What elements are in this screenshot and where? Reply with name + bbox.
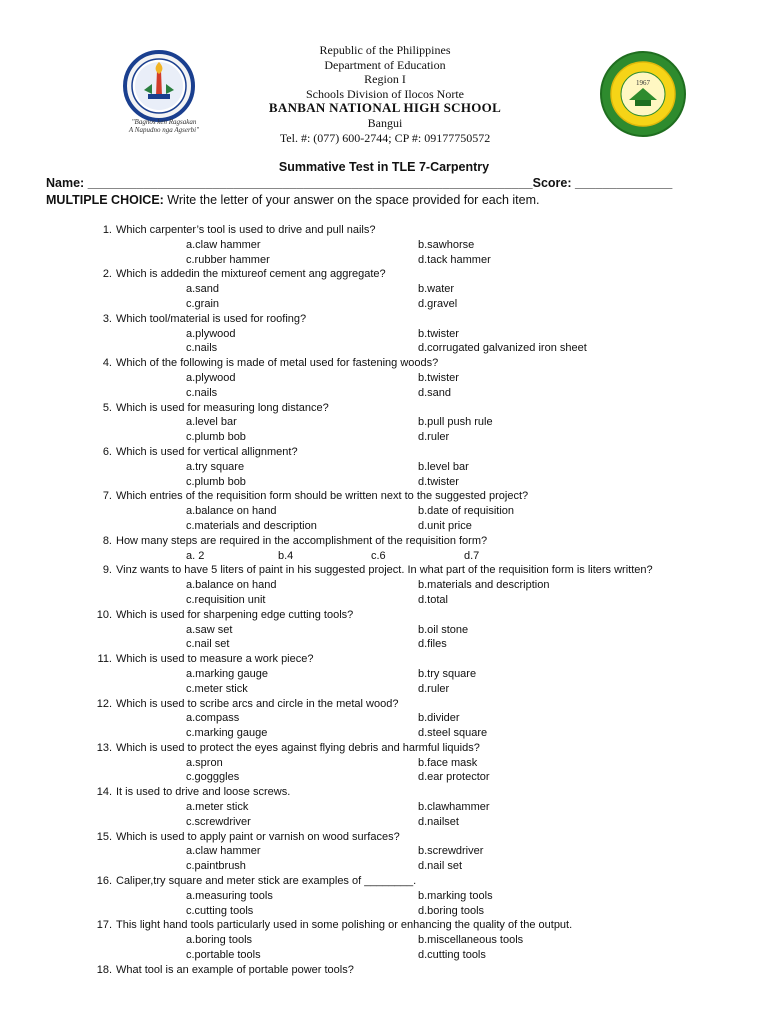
question-stem	[0, 741, 768, 756]
choice-b: b.date of requisition	[418, 505, 515, 518]
question-item	[0, 741, 768, 785]
choice-d: d.ear protector	[418, 771, 490, 784]
question-number: 7.	[102, 490, 112, 503]
choice-b: b.twister	[418, 371, 459, 384]
choice-row	[0, 282, 768, 297]
question-item	[0, 785, 768, 829]
question-item	[0, 534, 768, 564]
choice-b: b.materials and description	[418, 579, 550, 592]
choice-a: a.sand	[186, 283, 220, 296]
question-item	[0, 267, 768, 311]
question-text: How many steps are required in the accomplishment of the requisition form?	[116, 534, 488, 547]
choice-row	[0, 415, 768, 430]
question-text: Which is used to apply paint or varnish on wood surfaces?	[116, 830, 400, 843]
header-division: Schools Division of Ilocos Norte	[306, 86, 464, 101]
choice-row	[0, 578, 768, 593]
question-stem	[0, 401, 768, 416]
choice-row	[0, 371, 768, 386]
choice-c: c.cutting tools	[186, 904, 254, 917]
question-stem	[0, 489, 768, 504]
question-number: 6.	[102, 445, 112, 458]
header-republic: Republic of the Philippines	[319, 43, 451, 57]
choice-c: c.grain	[186, 297, 220, 310]
choice-b: b.level bar	[418, 460, 469, 473]
question-number: 15.	[96, 830, 112, 843]
choice-d: d.tack hammer	[418, 253, 491, 266]
choice-b: b.miscellaneous tools	[418, 934, 524, 947]
question-text: Which is used for vertical allignment?	[116, 445, 298, 458]
question-stem	[0, 563, 768, 578]
question-stem	[0, 356, 768, 371]
question-stem	[0, 874, 768, 889]
choice-row	[0, 770, 768, 785]
question-number: 10.	[96, 608, 112, 621]
choice-row	[0, 711, 768, 726]
school-logo	[597, 50, 689, 142]
choice-d: d.nail set	[418, 860, 463, 873]
question-number: 13.	[96, 741, 112, 754]
question-item	[0, 830, 768, 874]
choice-b: b.divider	[418, 712, 460, 725]
choice-d: d.files	[418, 638, 447, 651]
choice-a: a.compass	[186, 712, 240, 725]
header-region: Region I	[364, 72, 406, 87]
question-text: It is used to drive and loose screws.	[116, 786, 291, 799]
question-number: 18.	[96, 963, 112, 976]
choice-c: c.gogggles	[186, 771, 240, 784]
choice-a: a.claw hammer	[186, 845, 261, 858]
logo-motto-line2: A Napudno nga Agserbi"	[128, 126, 200, 134]
choice-b: b.4	[278, 549, 294, 562]
choice-a: a.boring tools	[186, 934, 253, 947]
choice-c: c.marking gauge	[186, 727, 268, 740]
score-blank: ______________	[575, 176, 673, 190]
choice-a: a.saw set	[186, 623, 233, 636]
question-text: Which tool/material is used for roofing?	[116, 312, 307, 325]
choice-a: a.plywood	[186, 371, 236, 384]
name-blank: ________________________________________________________________	[87, 176, 533, 190]
choice-a: a.meter stick	[186, 801, 249, 814]
choice-c: c.rubber hammer	[186, 253, 270, 266]
choice-row	[0, 475, 768, 490]
name-label: Name:	[46, 176, 85, 190]
choice-row	[0, 948, 768, 963]
choice-c: c.screwdriver	[186, 815, 251, 828]
choice-c: c.portable tools	[186, 949, 261, 962]
question-number: 5.	[102, 401, 112, 414]
instruction-label: MULTIPLE CHOICE:	[46, 193, 164, 207]
choice-a: a.plywood	[186, 327, 236, 340]
instruction-text: Write the letter of your answer on the space provided for each item.	[163, 193, 540, 207]
choice-row	[0, 682, 768, 697]
choice-c: c.6	[371, 549, 386, 562]
choice-b: b.clawhammer	[418, 801, 490, 814]
document-header	[200, 43, 570, 145]
choice-d: d.cutting tools	[418, 949, 486, 962]
question-number: 14.	[96, 786, 112, 799]
school-seal-year: 1967	[636, 79, 650, 87]
question-number: 16.	[96, 875, 112, 888]
question-item	[0, 697, 768, 741]
question-item	[0, 356, 768, 400]
question-number: 8.	[102, 534, 112, 547]
choice-row	[0, 889, 768, 904]
question-stem	[0, 608, 768, 623]
question-stem	[0, 312, 768, 327]
choice-row	[0, 238, 768, 253]
choice-b: b.oil stone	[418, 623, 469, 636]
choice-d: d.total	[418, 593, 448, 606]
question-item	[0, 312, 768, 356]
choice-row	[0, 341, 768, 356]
choice-row	[0, 519, 768, 534]
score-label: Score:	[532, 176, 572, 190]
question-text: Which is addedin the mixtureof cement ang aggregate?	[116, 268, 386, 281]
choice-d: d.unit price	[418, 519, 472, 532]
choice-a: a.spron	[186, 756, 223, 769]
choice-row	[0, 623, 768, 638]
choice-row	[0, 844, 768, 859]
deped-seal-icon	[114, 50, 204, 122]
question-item	[0, 963, 768, 978]
choice-row	[0, 637, 768, 652]
choice-row	[0, 386, 768, 401]
question-number: 17.	[96, 919, 112, 932]
choice-c: c.materials and description	[186, 519, 317, 532]
choice-a: a.claw hammer	[186, 238, 261, 251]
question-text: Which is used for measuring long distance?	[116, 401, 329, 414]
choice-b: b.try square	[418, 667, 477, 680]
choice-row	[0, 800, 768, 815]
choice-row	[0, 430, 768, 445]
question-text: This light hand tools particularly used in some polishing or enhancing the quality of the output.	[116, 919, 573, 932]
choice-d: d.ruler	[418, 682, 450, 695]
choice-a: a.balance on hand	[186, 579, 277, 592]
choice-d: d.steel square	[418, 727, 488, 740]
question-text: Which entries of the requisition form should be written next to the suggested project?	[116, 490, 529, 503]
question-item	[0, 918, 768, 962]
question-number: 11.	[97, 653, 112, 666]
choice-a: a.marking gauge	[186, 667, 268, 680]
question-list	[0, 223, 768, 978]
choice-a: a.measuring tools	[186, 889, 273, 902]
question-stem	[0, 697, 768, 712]
choice-d: d.boring tools	[418, 904, 485, 917]
question-stem	[0, 534, 768, 549]
question-text: Which of the following is made of metal used for fastening woods?	[116, 357, 439, 370]
school-seal-icon	[597, 50, 689, 142]
choice-d: d.corrugated galvanized iron sheet	[418, 342, 587, 355]
choice-row	[0, 815, 768, 830]
choice-a: a. 2	[186, 549, 205, 562]
choice-row	[0, 504, 768, 519]
choice-row	[0, 756, 768, 771]
question-stem	[0, 223, 768, 238]
question-item	[0, 652, 768, 696]
instructions	[46, 193, 746, 207]
choice-c: c.plumb bob	[186, 431, 246, 444]
choice-row	[0, 933, 768, 948]
question-item	[0, 401, 768, 445]
choice-row	[0, 327, 768, 342]
choice-d: d.gravel	[418, 297, 458, 310]
question-number: 3.	[102, 312, 112, 325]
choice-b: b.face mask	[418, 756, 478, 769]
choice-row	[0, 460, 768, 475]
choice-b: b.marking tools	[418, 889, 493, 902]
question-number: 9.	[102, 564, 112, 577]
choice-row	[0, 253, 768, 268]
deped-logo	[114, 50, 204, 140]
question-text: Which is used to protect the eyes against flying debris and harmful liquids?	[116, 741, 480, 754]
question-item	[0, 445, 768, 489]
question-text: What tool is an example of portable power tools?	[116, 963, 354, 976]
choice-c: c.nail set	[186, 638, 230, 651]
question-stem	[0, 652, 768, 667]
choice-c: c.nails	[186, 342, 218, 355]
question-stem	[0, 267, 768, 282]
choice-row	[0, 859, 768, 874]
choice-c: c.requisition unit	[186, 593, 266, 606]
question-text: Caliper,try square and meter stick are examples of ________.	[116, 875, 417, 888]
choice-a: a.balance on hand	[186, 505, 277, 518]
question-number: 12.	[96, 697, 112, 710]
choice-a: a.level bar	[186, 416, 237, 429]
choice-row	[0, 904, 768, 919]
question-number: 2.	[102, 268, 112, 281]
header-contact: Tel. #: (077) 600-2744; CP #: 09177750572	[279, 130, 491, 145]
choice-b: b.pull push rule	[418, 416, 493, 429]
choice-b: b.twister	[418, 327, 459, 340]
name-score-line	[46, 176, 746, 190]
question-item	[0, 874, 768, 918]
question-number: 4.	[102, 357, 112, 370]
logo-motto-line1: "Bagnos ken Ragsakan	[131, 118, 197, 126]
choice-c: c.nails	[186, 386, 218, 399]
choice-c: c.meter stick	[186, 682, 248, 695]
choice-c: c.paintbrush	[186, 860, 246, 873]
choice-row	[0, 726, 768, 741]
question-stem	[0, 963, 768, 978]
question-item	[0, 223, 768, 267]
choice-a: a.try square	[186, 460, 245, 473]
question-stem	[0, 830, 768, 845]
choice-d: d.twister	[418, 475, 459, 488]
question-text: Vinz wants to have 5 liters of paint in his suggested project. In what part of the requisition form is liters written?	[116, 564, 653, 577]
choice-row	[0, 297, 768, 312]
choice-c: c.plumb bob	[186, 475, 246, 488]
header-department: Department of Education	[324, 57, 446, 72]
question-stem	[0, 785, 768, 800]
question-stem	[0, 445, 768, 460]
question-text: Which carpenter’s tool is used to drive and pull nails?	[116, 224, 376, 236]
choice-d: d.sand	[418, 386, 452, 399]
choice-d: d.ruler	[418, 431, 450, 444]
choice-d: d.nailset	[418, 815, 459, 828]
question-item	[0, 489, 768, 533]
choice-d: d.7	[464, 549, 480, 562]
choice-b: b.water	[418, 283, 455, 296]
choice-row	[0, 549, 768, 564]
choice-row	[0, 593, 768, 608]
question-item	[0, 608, 768, 652]
question-stem	[0, 918, 768, 933]
header-school-name: BANBAN NATIONAL HIGH SCHOOL	[268, 100, 502, 116]
test-title: Summative Test in TLE 7-Carpentry	[278, 160, 490, 174]
question-text: Which is used to scribe arcs and circle in the metal wood?	[116, 697, 399, 710]
question-text: Which is used for sharpening edge cutting tools?	[116, 608, 354, 621]
choice-row	[0, 667, 768, 682]
question-number: 1.	[102, 224, 112, 236]
header-town: Bangui	[367, 115, 403, 130]
question-item	[0, 563, 768, 607]
choice-b: b.screwdriver	[418, 845, 484, 858]
question-text: Which is used to measure a work piece?	[116, 653, 314, 666]
choice-b: b.sawhorse	[418, 238, 475, 251]
